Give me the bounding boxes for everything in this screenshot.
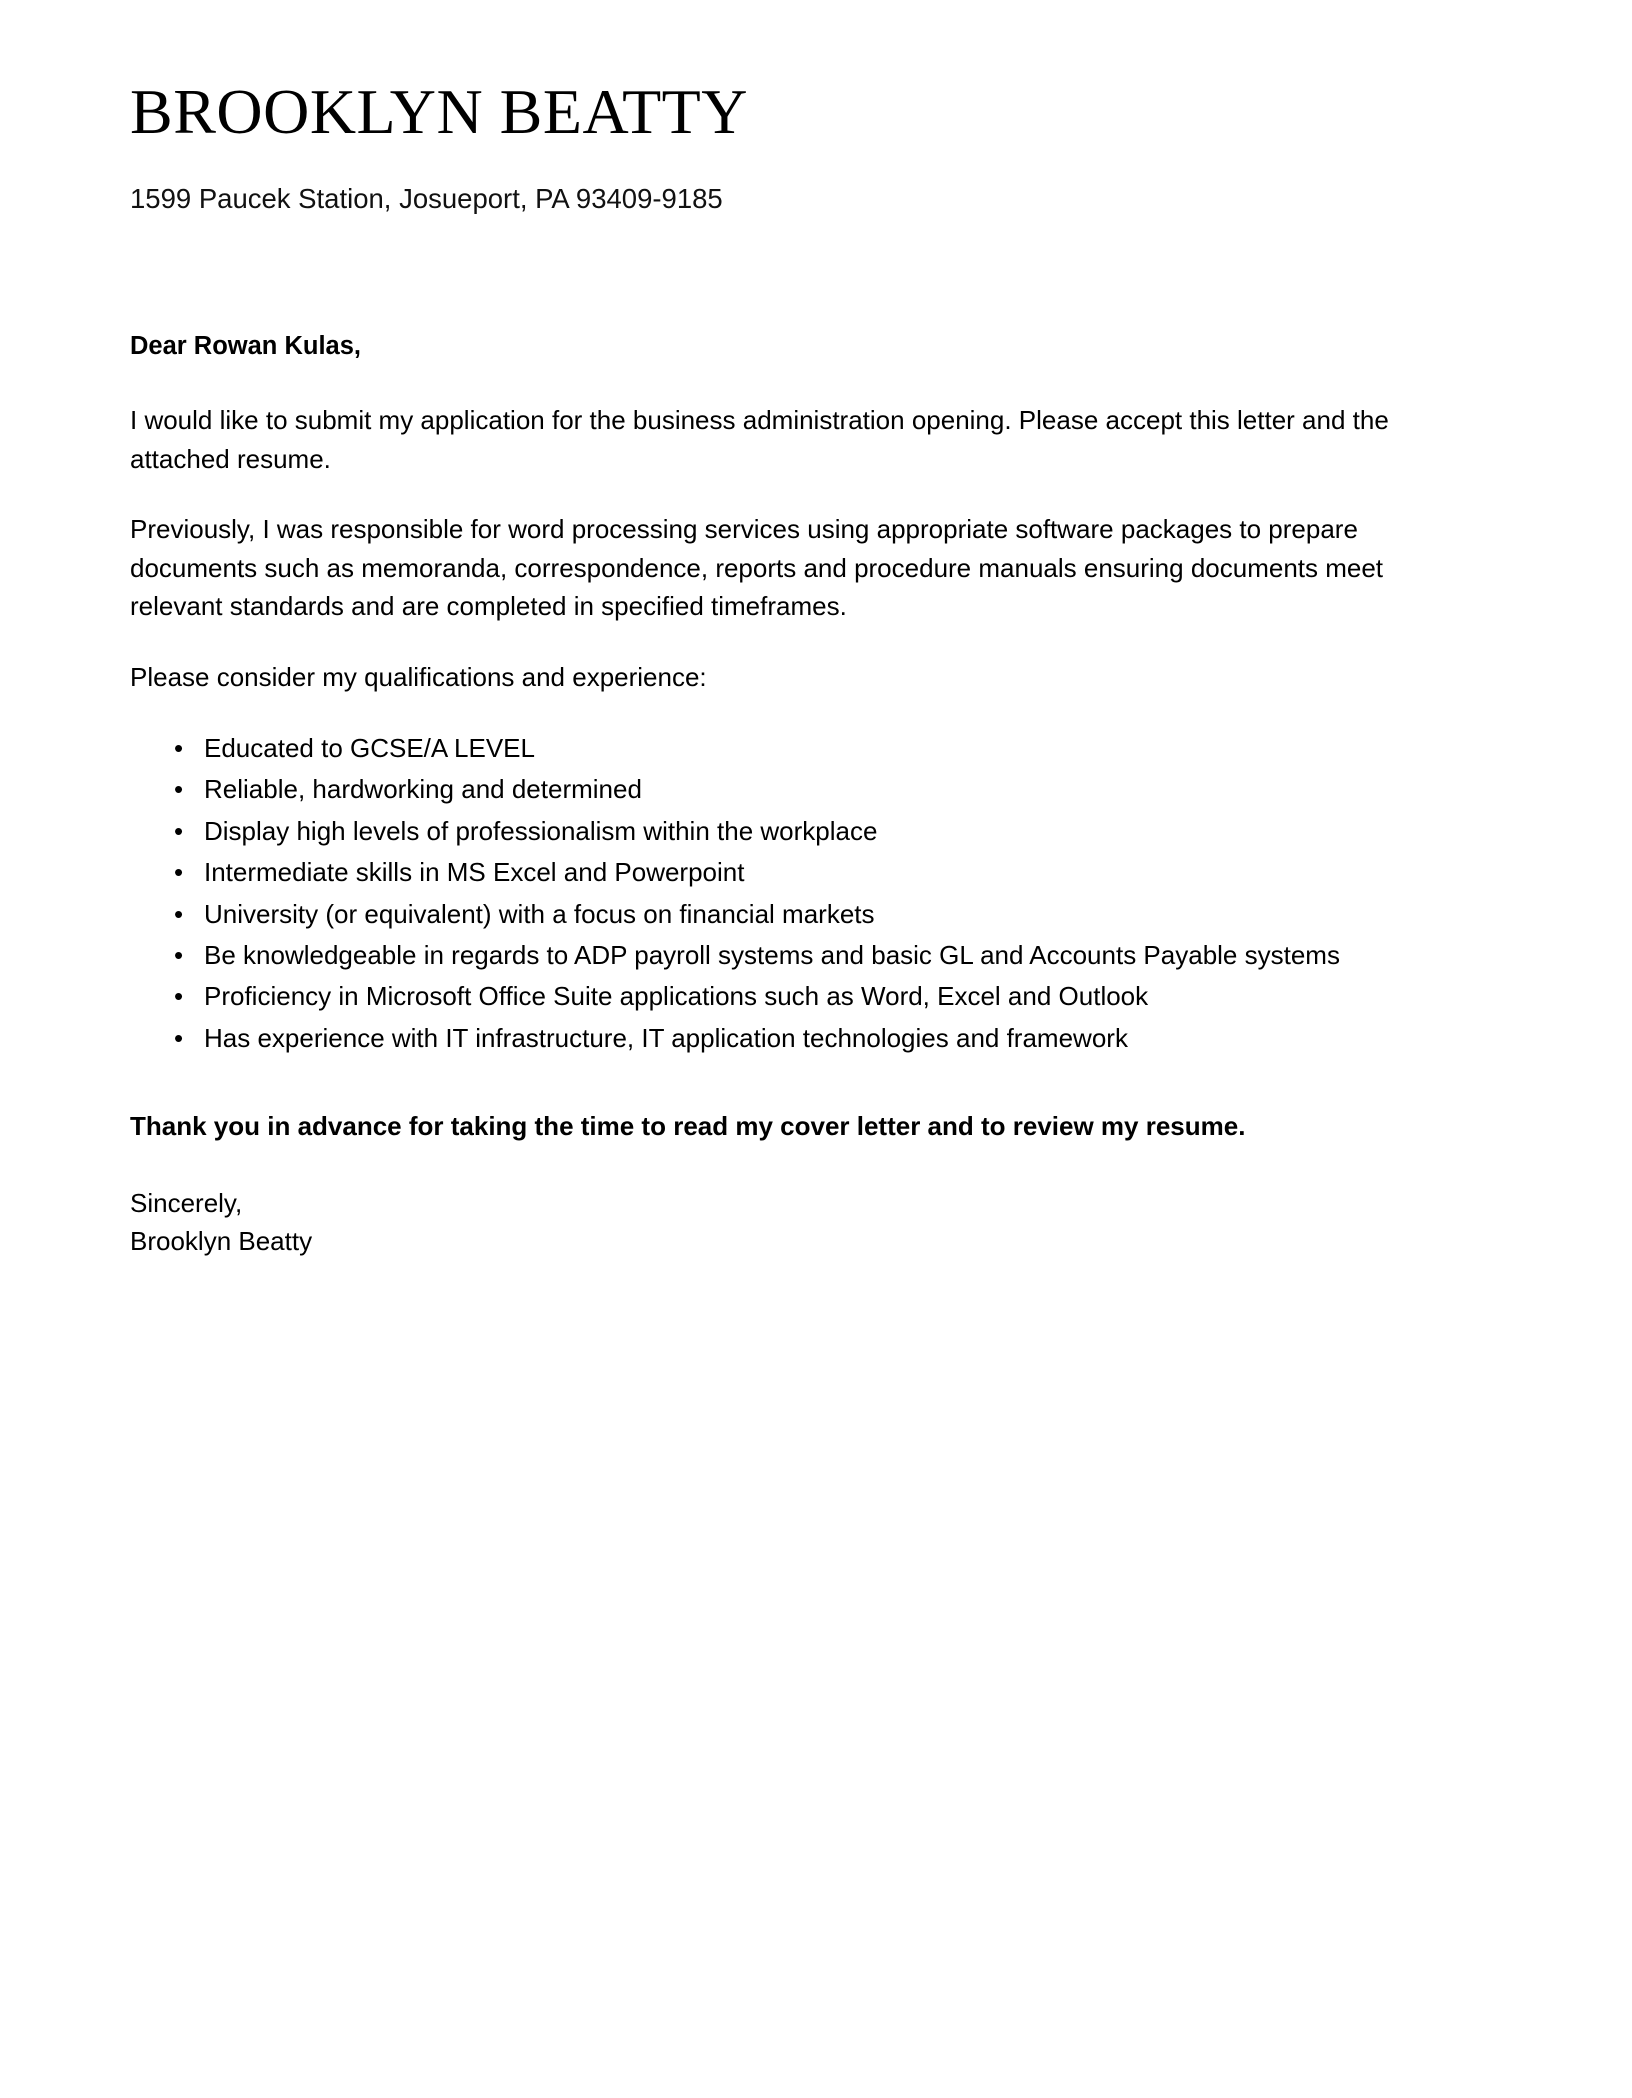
- list-item: • Display high levels of professionalism within the workplace: [174, 813, 1464, 849]
- list-item: • Be knowledgeable in regards to ADP payroll systems and basic GL and Accounts Payable systems: [174, 937, 1464, 973]
- list-item: • Reliable, hardworking and determined: [174, 771, 1464, 807]
- letter-body: [130, 327, 1490, 1261]
- paragraph-intro: I would like to submit my application for the business administration opening. Please accept this letter and the attached resume.: [130, 405, 1389, 474]
- signoff-text: Sincerely,: [130, 1187, 243, 1218]
- list-item: • Intermediate skills in MS Excel and Powerpoint: [174, 854, 1464, 890]
- closing-statement: Thank you in advance for taking the time to read my cover letter and to review my resume.: [130, 1111, 1246, 1142]
- list-item: • University (or equivalent) with a focus on financial markets: [174, 896, 1464, 932]
- salutation: Dear Rowan Kulas,: [130, 331, 361, 360]
- list-item: • Proficiency in Microsoft Office Suite applications such as Word, Excel and Outlook: [174, 978, 1464, 1014]
- page-title: BROOKLYN BEATTY: [130, 76, 748, 147]
- sender-address: 1599 Paucek Station, Josueport, PA 93409-9185: [130, 182, 723, 214]
- list-item: • Educated to GCSE/A LEVEL: [174, 730, 1464, 766]
- qualifications-list: [130, 730, 1464, 1056]
- list-item: • Has experience with IT infrastructure, IT application technologies and framework: [174, 1020, 1464, 1056]
- letterhead: [130, 78, 1490, 217]
- signature-block: [130, 1184, 1490, 1261]
- paragraph-experience: Previously, I was responsible for word processing services using appropriate software packages to prepare documents such as memoranda, correspondence, reports and procedure manuals ensuring documents meet relevant standards and are completed in specified timeframes.: [130, 514, 1384, 622]
- cover-letter: [130, 78, 1490, 1261]
- paragraph-qualifications-lead: Please consider my qualifications and experience:: [130, 661, 707, 692]
- signature-name: Brooklyn Beatty: [130, 1226, 313, 1257]
